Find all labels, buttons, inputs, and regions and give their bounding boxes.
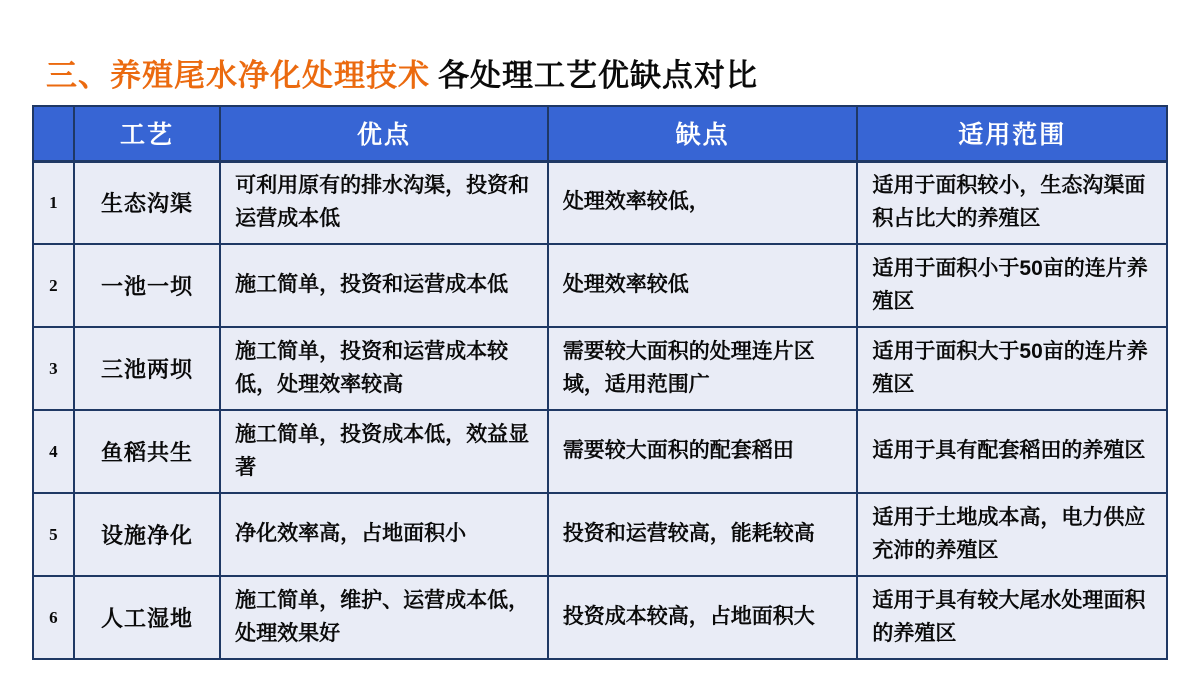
row-number: 4 (33, 410, 74, 493)
column-header-process: 工艺 (74, 106, 220, 161)
cell-cons: 需要较大面积的配套稻田 (548, 410, 858, 493)
cell-process: 生态沟渠 (74, 161, 220, 244)
page-title (46, 50, 758, 95)
page-title-prefix: 三、养殖尾水净化处理技术 (46, 58, 430, 93)
page-title-suffix: 各处理工艺优缺点对比 (438, 58, 758, 93)
cell-pros: 施工简单，维护、运营成本低，处理效果好 (220, 576, 548, 659)
cell-pros: 施工简单，投资和运营成本较低，处理效率较高 (220, 327, 548, 410)
table-row (33, 161, 1167, 244)
cell-pros: 施工简单，投资和运营成本低 (220, 244, 548, 327)
cell-pros: 净化效率高，占地面积小 (220, 493, 548, 576)
table-row (33, 244, 1167, 327)
column-header-scope: 适用范围 (857, 106, 1167, 161)
table-row (33, 410, 1167, 493)
row-number: 3 (33, 327, 74, 410)
cell-cons: 投资和运营较高，能耗较高 (548, 493, 858, 576)
cell-cons: 处理效率较低 (548, 244, 858, 327)
cell-process: 人工湿地 (74, 576, 220, 659)
row-number: 1 (33, 161, 74, 244)
row-number: 6 (33, 576, 74, 659)
cell-cons: 投资成本较高，占地面积大 (548, 576, 858, 659)
cell-cons: 需要较大面积的处理连片区域，适用范围广 (548, 327, 858, 410)
row-number: 2 (33, 244, 74, 327)
column-header-number (33, 106, 74, 161)
table-row (33, 576, 1167, 659)
cell-scope: 适用于面积小于50亩的连片养殖区 (857, 244, 1167, 327)
cell-process: 一池一坝 (74, 244, 220, 327)
cell-process: 设施净化 (74, 493, 220, 576)
table-row (33, 327, 1167, 410)
column-header-cons: 缺点 (548, 106, 858, 161)
cell-pros: 可利用原有的排水沟渠，投资和运营成本低 (220, 161, 548, 244)
comparison-table (32, 105, 1168, 660)
table-row (33, 493, 1167, 576)
cell-scope: 适用于具有配套稻田的养殖区 (857, 410, 1167, 493)
cell-process: 鱼稻共生 (74, 410, 220, 493)
column-header-pros: 优点 (220, 106, 548, 161)
cell-cons: 处理效率较低， (548, 161, 858, 244)
table-header-row (33, 106, 1167, 161)
cell-pros: 施工简单，投资成本低，效益显著 (220, 410, 548, 493)
cell-scope: 适用于面积较小，生态沟渠面积占比大的养殖区 (857, 161, 1167, 244)
cell-process: 三池两坝 (74, 327, 220, 410)
cell-scope: 适用于面积大于50亩的连片养殖区 (857, 327, 1167, 410)
cell-scope: 适用于具有较大尾水处理面积的养殖区 (857, 576, 1167, 659)
cell-scope: 适用于土地成本高，电力供应充沛的养殖区 (857, 493, 1167, 576)
row-number: 5 (33, 493, 74, 576)
